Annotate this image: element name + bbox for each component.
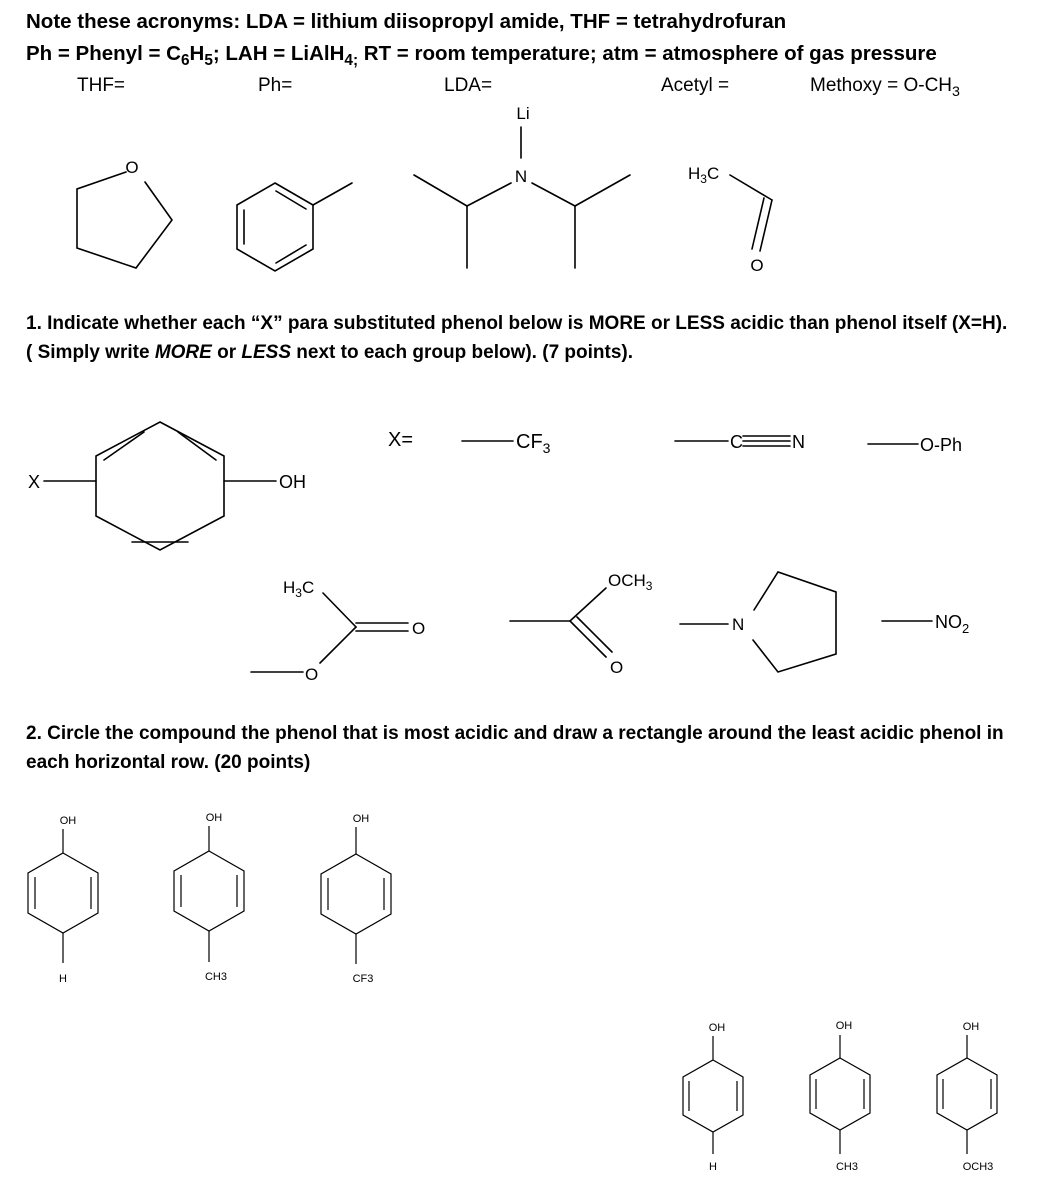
thf-structure	[77, 172, 172, 268]
methyl-ester-structure	[510, 588, 612, 657]
q2-row1-3-top: OH	[352, 813, 370, 825]
lda-nitrogen: N	[514, 167, 528, 186]
acetyl-oxygen: O	[750, 256, 764, 275]
nitrile-nitrogen: N	[792, 432, 805, 452]
q2-row2-phenol-ch3	[810, 1035, 870, 1154]
nitro-label: $NO_2$	[935, 612, 970, 636]
q2-row1-3-bottom: CF3	[352, 973, 374, 985]
q2-row2-3-bottom: OCH3	[962, 1161, 994, 1173]
q1-phenol-structure	[44, 422, 276, 550]
q2-row1-phenol-h	[28, 829, 98, 963]
q2-row1-phenol-cf3	[321, 827, 391, 964]
q2-row1-phenol-ch3	[174, 826, 244, 962]
q2-row2-phenol-h	[683, 1036, 743, 1154]
lda-lithium: Li	[516, 104, 530, 123]
q1-oh-label: OH	[279, 472, 306, 492]
question-1-text: 1. Indicate whether each “X” para substituted phenol below is MORE or LESS acidic than phenol itself (X=H). ( Simply write MORE or LESS next to each group below). (7 points).	[26, 313, 1008, 363]
acetyl-label: Acetyl =	[661, 75, 730, 96]
q2-row2-1-bottom: H	[709, 1161, 717, 1173]
pyrrolidine-structure	[680, 572, 836, 672]
q2-row2-2-top: OH	[835, 1020, 853, 1032]
q2-row2-1-top: OH	[708, 1022, 726, 1034]
ester-carbonyl-oxygen: O	[610, 658, 624, 677]
methoxy-label: Methoxy = $O-CH_3$	[810, 75, 960, 100]
q2-row2-2-bottom: CH3	[835, 1161, 859, 1173]
q2-row2-3-top: OH	[962, 1021, 980, 1033]
ester-och3: $OCH_3$	[608, 571, 653, 593]
acetoxy-ether-oxygen: O	[305, 665, 319, 684]
acetyl-h3c: $H_3C$	[688, 164, 720, 186]
thf-oxygen: O	[125, 158, 139, 177]
acetyl-structure	[730, 175, 772, 251]
acronym-note-line1: Note these acronyms: LDA = lithium diisopropyl amide, THF = tetrahydrofuran	[26, 10, 787, 33]
q2-row1-2-top: OH	[205, 812, 223, 824]
x-equals-label: X=	[388, 429, 414, 451]
q2-row2-phenol-och3	[937, 1035, 997, 1154]
acetoxy-structure	[251, 593, 408, 672]
oph-label: O-Ph	[920, 435, 963, 455]
acetoxy-carbonyl-oxygen: O	[412, 619, 426, 638]
lda-label: LDA=	[444, 75, 493, 96]
acronym-note-line2: Ph = Phenyl = $C_6H_5$; LAH = LiAlH$_{4;}$ RT = room temperature; atm = atmosphere of gas pressure	[26, 42, 937, 70]
pyrrolidine-nitrogen: N	[732, 615, 745, 634]
question-2-text: 2. Circle the compound the phenol that is most acidic and draw a rectangle around the least acidic phenol in each horizontal row. (20 points)	[26, 723, 1004, 773]
lda-structure	[414, 127, 630, 268]
q2-row1-1-bottom: H	[59, 973, 67, 985]
q1-x-label: X	[28, 472, 41, 492]
q2-row1-2-bottom: CH3	[204, 971, 228, 983]
phenyl-structure	[237, 183, 352, 271]
acetoxy-h3c: $H_3C$	[283, 578, 315, 600]
nitrile-carbon: C	[730, 432, 743, 452]
thf-label: THF=	[77, 75, 126, 96]
cf3-label: $CF_3$	[516, 431, 551, 456]
q2-row1-1-top: OH	[59, 815, 77, 827]
ph-label: Ph=	[258, 75, 293, 96]
